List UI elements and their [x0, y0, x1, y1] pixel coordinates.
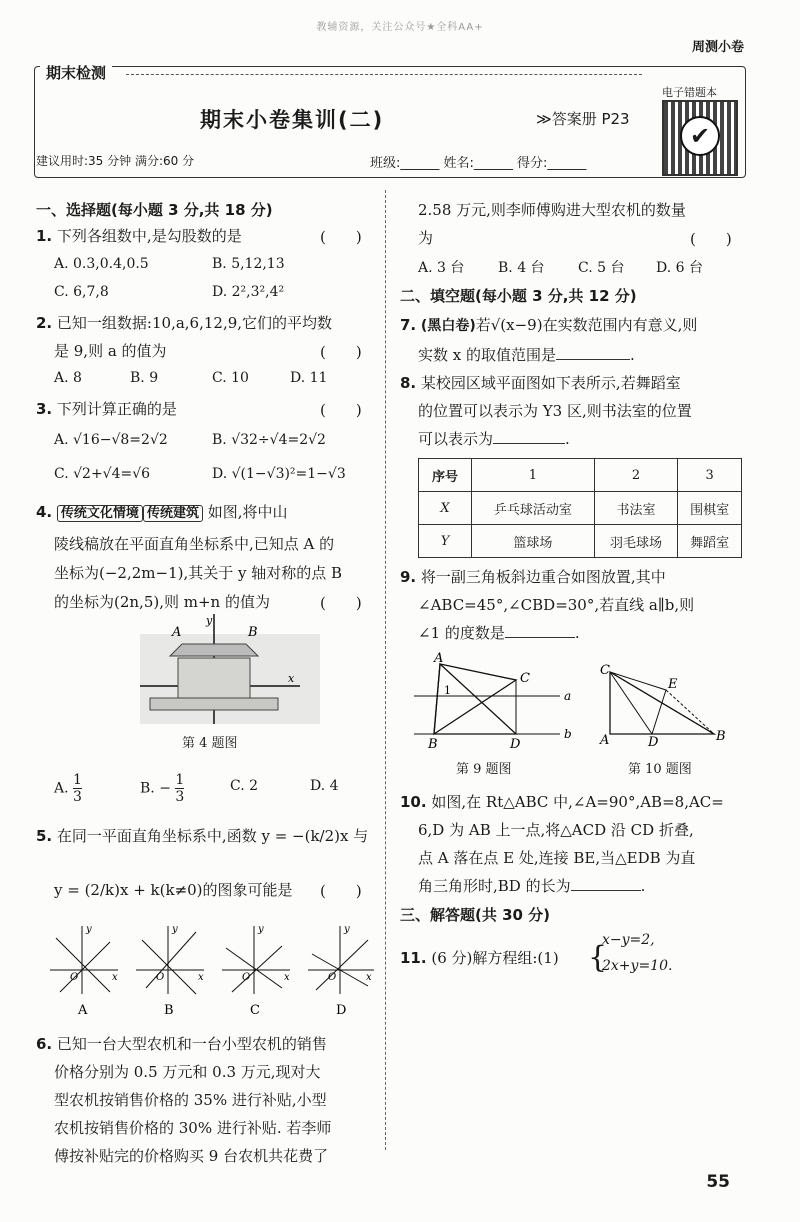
qr-label: 电子错题本 [662, 86, 717, 99]
q4-option-b [140, 772, 184, 805]
q3-text [36, 395, 177, 423]
q4-caption: 第 4 题图 [182, 736, 238, 751]
section-choice: 一、选择题(每小题 3 分,共 18 分) [36, 201, 273, 219]
q4-line2: 陵线稿放在平面直角坐标系中,已知点 A 的 [54, 535, 335, 553]
q4-building [178, 658, 250, 698]
q10-label-d: D [648, 735, 659, 748]
q4-option-a [54, 772, 82, 805]
answer-reference: ≫答案册 P23 [536, 110, 630, 128]
q9-line2: ∠ABC=45°,∠CBD=30°,若直线 a∥b,则 [418, 596, 695, 614]
q1-option-d: D. 2²,3²,4² [212, 284, 285, 300]
q4-line3: 坐标为(−2,2m−1),其关于 y 轴对称的点 B [54, 564, 343, 582]
q5-a-o: O [70, 972, 79, 983]
q4-roof [170, 644, 258, 656]
q2-line2: 是 9,则 a 的值为 [54, 342, 167, 360]
q6-line1 [36, 1030, 327, 1058]
q5-b-y: y [172, 924, 178, 935]
table-row [419, 525, 742, 558]
q5-opt-a: A [78, 1003, 88, 1018]
table-cell: 围棋室 [678, 492, 742, 525]
q5-graph-d [308, 924, 374, 1018]
q5-opt-d: D [336, 1003, 347, 1018]
q10-label-e: E [668, 677, 678, 692]
q4-option-d: D. 4 [310, 778, 339, 794]
q4-a-letter: A. [54, 780, 69, 797]
q9-label-d: D [510, 737, 521, 750]
q5-c-o: O [242, 972, 251, 983]
q5-graph-c [222, 924, 290, 1018]
table-header-cell: 3 [678, 459, 742, 492]
q6-line2: 价格分别为 0.5 万元和 0.3 万元,现对大 [54, 1063, 321, 1081]
q9-number: 9. [400, 568, 417, 586]
check-icon: ✔ [680, 116, 720, 156]
q7-answer-blank[interactable] [556, 359, 630, 360]
q4-line4: 的坐标为(2n,5),则 m+n 的值为 [54, 593, 270, 611]
q9-label-c: C [520, 671, 530, 686]
time-info: 建议用时:35 分钟 满分:60 分 [36, 154, 195, 168]
q4-tag-building: 传统建筑 [143, 505, 203, 522]
q6-paren: ( ) [690, 230, 732, 248]
q4-figure [140, 614, 320, 724]
q10-label-a: A [600, 733, 610, 748]
table-header-cell: 序号 [419, 459, 472, 492]
q6-line3: 型农机按销售价格的 35% 进行补贴,小型 [54, 1091, 327, 1109]
q10-figure [596, 662, 736, 748]
class-info: 班级:______ 姓名:______ 得分:______ [370, 156, 587, 171]
q5-opt-c: C [250, 1003, 260, 1018]
q7-line1 [400, 311, 697, 340]
q4-label-x: x [288, 672, 295, 685]
q8-end: . [565, 430, 570, 448]
q1-stem: 下列各组数中,是勾股数的是 [56, 227, 242, 245]
q2-number: 2. [36, 314, 53, 332]
q1-paren: ( ) [320, 228, 362, 246]
q8-stem3: 可以表示为 [418, 430, 494, 448]
q4-b-fraction [175, 772, 184, 805]
table-cell: Y [419, 525, 472, 558]
q1-option-c: C. 6,7,8 [54, 284, 109, 300]
q7-tag: (黑白卷) [420, 318, 476, 334]
q5-number: 5. [36, 827, 53, 845]
page-number: 55 [706, 1172, 730, 1192]
q8-number: 8. [400, 374, 417, 392]
q4-tag-culture: 传统文化情境 [57, 505, 143, 522]
q7-line2 [418, 341, 635, 369]
q1-text [36, 222, 242, 250]
q5-graph-b [136, 924, 204, 1018]
q4-label-b: B [248, 625, 258, 640]
q10-cd [610, 672, 652, 734]
header-dash-line [126, 74, 642, 75]
q10-label-c: C [600, 663, 610, 678]
q10-folded [610, 672, 666, 734]
q5-graph-a [50, 924, 118, 1018]
q8-line1 [400, 369, 681, 397]
q2-stem1: 已知一组数据:10,a,6,12,9,它们的平均数 [56, 314, 333, 332]
q9-stem1: 将一副三角板斜边重合如图放置,其中 [420, 568, 666, 586]
q5-c-y: y [258, 924, 264, 935]
top-watermark-note: 教辅资源，关注公众号★全科AA+ [316, 22, 484, 33]
table-cell: 乒乓球活动室 [472, 492, 595, 525]
q7-end: . [630, 346, 635, 364]
q6-line4: 农机按销售价格的 30% 进行补贴. 若李师 [54, 1119, 332, 1137]
q6-stem1: 已知一台大型农机和一台小型农机的销售 [56, 1035, 327, 1053]
q9-end: . [574, 624, 580, 642]
table-cell: 羽毛球场 [594, 525, 677, 558]
q8-stem1: 某校园区域平面图如下表所示,若舞蹈室 [420, 374, 681, 392]
q6-line7: 为 [418, 229, 434, 247]
q10-end: . [640, 877, 646, 895]
table-cell: 舞蹈室 [678, 525, 742, 558]
q10-label-b: B [716, 729, 726, 744]
q4-b-num: 1 [175, 772, 185, 788]
q4-stem1: 如图,将中山 [207, 503, 288, 521]
section-solve: 三、解答题(共 30 分) [400, 906, 551, 924]
q7-stem2: 实数 x 的取值范围是 [418, 346, 556, 364]
page-title: 期末小卷集训(二) [200, 108, 385, 132]
q9-label-a: A [434, 651, 444, 666]
q9-answer-blank[interactable] [505, 637, 575, 638]
q9-label-angle1: 1 [444, 684, 451, 697]
q4-a-den: 3 [73, 789, 82, 805]
q6-number: 6. [36, 1035, 53, 1053]
table-row [419, 459, 742, 492]
q10-line1 [400, 788, 724, 816]
q5-stem1: 在同一平面直角坐标系中,函数 y = −(k/2)x 与 [56, 827, 369, 845]
q4-label-y: y [206, 614, 213, 627]
q5-graphs [46, 918, 376, 1020]
q9-caption: 第 9 题图 [456, 762, 512, 777]
table-cell: 书法室 [594, 492, 677, 525]
table-header-cell: 1 [472, 459, 595, 492]
q10-number: 10. [400, 793, 427, 811]
series-label: 周测小卷 [691, 40, 744, 55]
q8-answer-blank[interactable] [493, 443, 565, 444]
q2-option-b: B. 9 [130, 370, 159, 386]
q4-paren: ( ) [320, 594, 362, 612]
q4-b-den: 3 [175, 789, 185, 805]
q4-b-letter: B. − [140, 780, 171, 797]
q11-stem: (6 分)解方程组:(1) [431, 949, 559, 967]
q9-line3 [418, 619, 580, 647]
q6-option-b: B. 4 台 [498, 260, 545, 276]
q11-number: 11. [400, 949, 427, 967]
q9-label-line-b: b [564, 727, 572, 741]
q9-label-line-a: a [564, 689, 572, 703]
q2-option-d: D. 11 [290, 370, 328, 386]
q6-line5: 傅按补贴完的价格购买 9 台农机共花费了 [54, 1147, 329, 1165]
q2-line1 [36, 309, 332, 337]
q9-triangle-1 [434, 664, 516, 734]
q5-b-o: O [156, 972, 165, 983]
q7-stem1: 若√(x−9)在实数范围内有意义,则 [475, 316, 698, 334]
q9-stem3: ∠1 的度数是 [418, 624, 505, 642]
q5-b-x: x [198, 972, 204, 983]
q8-line2: 的位置可以表示为 Y3 区,则书法室的位置 [418, 402, 692, 420]
q5-line1 [36, 822, 368, 850]
q3-option-a: A. √16−√8=2√2 [54, 432, 168, 448]
q9-figure [410, 650, 590, 750]
q11-text [400, 944, 559, 972]
q10-stem4: 角三角形时,BD 的长为 [418, 877, 571, 895]
q3-paren: ( ) [320, 401, 362, 419]
q8-table [418, 458, 742, 558]
q3-option-b: B. √32÷√4=2√2 [212, 432, 326, 448]
q6-option-c: C. 5 台 [578, 260, 625, 276]
q3-number: 3. [36, 400, 53, 418]
q4-option-c: C. 2 [230, 778, 259, 794]
q2-paren: ( ) [320, 343, 362, 361]
q10-line4 [418, 872, 645, 900]
table-header-cell: 2 [594, 459, 677, 492]
q10-be [666, 690, 714, 734]
q5-a-y: y [86, 924, 92, 935]
q9-line1 [400, 563, 666, 591]
q2-option-a: A. 8 [54, 370, 82, 386]
q1-option-a: A. 0.3,0.4,0.5 [54, 256, 149, 272]
q1-number: 1. [36, 227, 53, 245]
q4-base [150, 698, 278, 710]
q1-option-b: B. 5,12,13 [212, 256, 285, 272]
q3-stem: 下列计算正确的是 [56, 400, 177, 418]
q5-c-x: x [284, 972, 290, 983]
q8-line3 [418, 425, 570, 453]
q5-opt-b: B [164, 1003, 174, 1018]
table-cell: 篮球场 [472, 525, 595, 558]
q11-eq2: 2x+y=10. [602, 958, 673, 974]
q4-line1 [36, 498, 288, 528]
q5-a-x: x [112, 972, 118, 983]
section-fill: 二、填空题(每小题 3 分,共 12 分) [400, 287, 637, 305]
q5-d-o: O [328, 972, 337, 983]
q4-label-a: A [172, 625, 182, 640]
q10-line2: 6,D 为 AB 上一点,将△ACD 沿 CD 折叠, [418, 821, 694, 839]
q10-stem1: 如图,在 Rt△ABC 中,∠A=90°,AB=8,AC= [431, 793, 724, 811]
q7-number: 7. [400, 316, 417, 334]
q10-line3: 点 A 落在点 E 处,连接 BE,当△EDB 为直 [418, 849, 696, 867]
q11-brace-icon: { [588, 940, 608, 975]
q2-option-c: C. 10 [212, 370, 249, 386]
q6-option-a: A. 3 台 [418, 260, 465, 276]
q11-eq1: x−y=2, [602, 932, 655, 948]
q10-caption: 第 10 题图 [628, 762, 692, 777]
q4-number: 4. [36, 503, 53, 521]
table-cell: X [419, 492, 472, 525]
q3-option-d: D. √(1−√3)²=1−√3 [212, 466, 346, 482]
column-divider [385, 190, 386, 1150]
q9-label-b: B [428, 737, 438, 750]
q4-a-num: 1 [73, 772, 82, 788]
exam-tag: 期末检测 [40, 62, 112, 83]
q4-a-fraction [73, 772, 82, 805]
q5-d-x: x [366, 972, 372, 983]
q5-line2: y = (2/k)x + k(k≠0)的图象可能是 [54, 881, 293, 899]
q10-answer-blank[interactable] [571, 890, 641, 891]
q5-d-y: y [344, 924, 350, 935]
q3-option-c: C. √2+√4=√6 [54, 466, 151, 482]
q6-option-d: D. 6 台 [656, 260, 703, 276]
q5-paren: ( ) [320, 882, 362, 900]
q6-line6: 2.58 万元,则李师傅购进大型农机的数量 [418, 201, 686, 219]
q7-tag-text: 黑白卷 [427, 318, 470, 334]
table-row [419, 492, 742, 525]
